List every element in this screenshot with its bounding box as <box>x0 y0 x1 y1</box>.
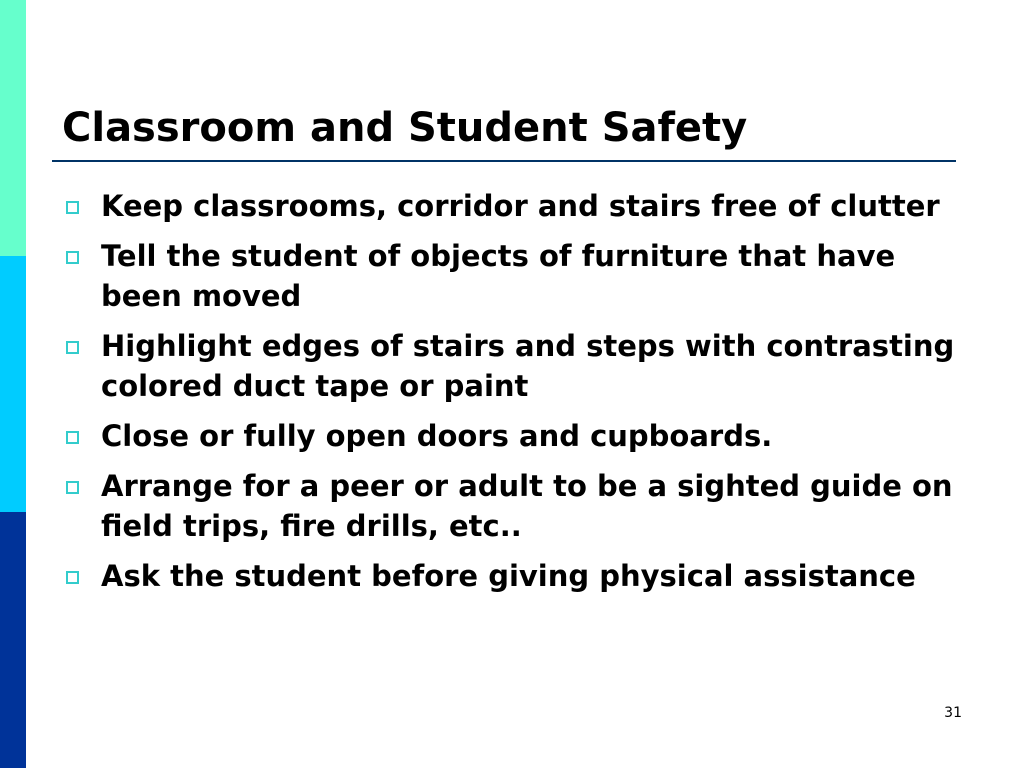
square-bullet-icon <box>66 431 79 444</box>
side-accent-segment-bottom <box>0 512 26 768</box>
page-number: 31 <box>944 705 962 721</box>
bullet-item <box>62 416 962 456</box>
bullet-item <box>62 466 962 546</box>
side-accent-bar <box>0 0 26 768</box>
square-bullet-icon <box>66 571 79 584</box>
bullet-text: Arrange for a peer or adult to be a sighted guide on field trips, fire drills, etc.. <box>101 469 953 543</box>
square-bullet-icon <box>66 251 79 264</box>
bullet-item <box>62 326 962 406</box>
bullet-text: Highlight edges of stairs and steps with contrasting colored duct tape or paint <box>101 329 955 403</box>
bullet-item <box>62 236 962 316</box>
bullet-text: Close or fully open doors and cupboards. <box>101 419 773 453</box>
bullet-text: Tell the student of objects of furniture that have been moved <box>101 239 896 313</box>
side-accent-segment-top <box>0 0 26 256</box>
square-bullet-icon <box>66 481 79 494</box>
bullet-item <box>62 556 962 596</box>
side-accent-segment-middle <box>0 256 26 512</box>
bullet-text: Keep classrooms, corridor and stairs free of clutter <box>101 189 940 223</box>
square-bullet-icon <box>66 341 79 354</box>
slide-title: Classroom and Student Safety <box>62 105 748 151</box>
bullet-item <box>62 186 962 226</box>
title-underline <box>52 160 956 162</box>
bullet-text: Ask the student before giving physical assistance <box>101 559 916 593</box>
square-bullet-icon <box>66 201 79 214</box>
bullet-list <box>62 186 962 606</box>
